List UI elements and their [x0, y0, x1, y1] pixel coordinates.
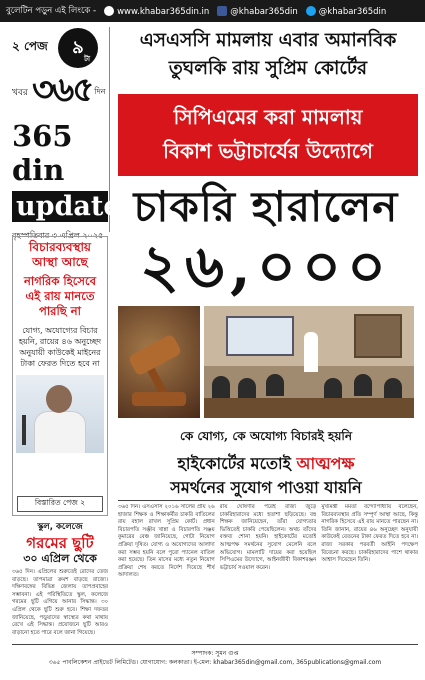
footer-editor: সম্পাদক: সুমন গুপ্ত [191, 650, 239, 657]
main-headline-number: ২৬,০০০ [140, 232, 392, 302]
school-story [12, 520, 108, 655]
sidebar-subtitle: নাগরিক হিসেবে এই রায় মানতে পারছি না [24, 274, 96, 318]
details-link[interactable]: বিস্তারিত পেজ ২ [17, 496, 103, 512]
top-bar [0, 0, 425, 22]
website-link[interactable]: www.khabar365din.in [104, 6, 209, 17]
sidebar-title: বিচারব্যবস্থায় আস্থা আছে [29, 240, 91, 269]
news-count-badge: ৯ টা [58, 28, 98, 68]
article-column: মুখ্যমন্ত্রী মমতা বন্দ্যোপাধ্যায় বলেছেন, বিচারব্যবস্থার প্রতি সম্পূর্ণ আস্থা আছে, কিন্তু নাগরিক হিসেবে এই রায় মানতে পারছেন না। তিনি জানান, রায়ের ৪৬ অনুচ্ছেদ অনুযায়ী কাউকেই বেতনের টাকা ফেরত দিতে হবে না। রাজ্য সরকার পরবর্তী আইনি পদক্ষেপ বিবেচনা করছে। চাকরিহারাদের পাশে থাকার আশ্বাস দিয়েছেন তিনি। [321, 504, 419, 564]
logo-365: ৩৬৫ [32, 69, 93, 110]
top-headline: এসএসসি মামলায় এবার অমানবিক তুঘলকি রায় সুপ্রিম কোর্টের [139, 30, 397, 79]
divider [118, 500, 418, 501]
red-headline: সিপিএমের করা মামলায় বিকাশ ভট্টাচার্যের উদ্যোগে [118, 94, 418, 176]
article-columns [118, 504, 418, 642]
khabar-label: খবর [12, 87, 28, 98]
sidebar-quote: যোগ্য, অযোগ্যের বিচার হয়নি, রায়ের ৪৬ অনুচ্ছেদ অনুযায়ী কাউকেই মাইনের টাকা ফেরত দিতে হবে না [18, 326, 102, 368]
page-count-label: ২ পেজ [12, 39, 48, 53]
sidebar-story [12, 236, 108, 516]
article-column: ৩৬৫ দিন। এসএসসি ২০১৬ সালের প্রায় ২৬ হাজার শিক্ষক ও শিক্ষাকর্মীর চাকরি বাতিলের রায় বহাল রাখল সুপ্রিম কোর্ট। প্রধান বিচারপতি সঞ্জীব খান্না ও বিচারপতি সঞ্জয় কুমারের বেঞ্চ জানিয়েছে, গোটা নিয়োগ প্রক্রিয়া দূষিত। যোগ্য ও অযোগ্যদের আলাদা করা সম্ভব হয়নি বলে পুরো প্যানেল বাতিল করা হয়েছে। তিন মাসের মধ্যে নতুন নিয়োগ প্রক্রিয়া শেষ করতে নির্দেশ দিয়েছে শীর্ষ আদালত। [118, 504, 215, 579]
twitter-icon [306, 6, 316, 16]
footer [12, 644, 418, 672]
globe-icon [104, 6, 114, 16]
sub-headline: হাইকোর্টের মতোই আত্মপক্ষ সমর্থনের সুযোগ পাওয়া যায়নি [170, 454, 362, 497]
classroom-image [204, 306, 414, 418]
facebook-link[interactable]: @khabar365din [217, 6, 298, 17]
footer-address: ৩৬৫ পাবলিকেশন প্রাইভেট লিমিটেড। যোগাযোগ: কলকাতা। ই-মেল: khabar365din@gmail.com, 365publications@gmail.com [48, 659, 382, 666]
school-kicker: স্কুল, কলেজে [37, 522, 83, 532]
twitter-link[interactable]: @khabar365din [306, 6, 387, 17]
din-label: দিন [94, 86, 106, 96]
speaker-photo [16, 375, 104, 453]
school-subtitle: ৩০ এপ্রিল থেকে [23, 552, 97, 565]
facebook-icon [217, 6, 227, 16]
main-headline: চাকরি হারালেন [133, 182, 399, 231]
school-title: গরমের ছুটি [26, 534, 94, 552]
issue-date: বৃহস্পতিবার ৩ এপ্রিল ২০২৫ [12, 231, 104, 240]
masthead [12, 27, 121, 240]
article-column: রায় ঘোষণার পরেই রাজ্য জুড়ে চাকরিহারাদের মধ্যে হতাশা ছড়িয়েছে। বহু শিক্ষক জানিয়েছেন, তাঁরা যোগ্যতার ভিত্তিতেই চাকরি পেয়েছিলেন। অথচ তাঁদের বক্তব্য শোনা হয়নি। হাইকোর্টের মতোই আত্মপক্ষ সমর্থনের সুযোগ মেলেনি বলে অভিযোগ। মামলাটি দায়ের করা হয়েছিল সিপিএমের উদ্যোগে, আইনজীবী বিকাশরঞ্জন ভট্টাচার্য সওয়াল করেন। [219, 504, 317, 571]
image-caption: কে যোগ্য, কে অযোগ্য বিচারই হয়নি [179, 429, 353, 443]
brand-name: 365 din [12, 119, 73, 187]
update-label: update [12, 191, 108, 222]
school-body: ৩৬৫ দিন। এপ্রিলের শুরুতেই রোদের তেজ বাড়ছে। তাপমাত্রা ক্রমশ বাড়ছে রাজ্যে। দক্ষিণবঙ্গের বিভিন্ন জেলায় তাপপ্রবাহের সম্ভাবনা। এই পরিস্থিতিতে স্কুল, কলেজে গরমের ছুটি এগিয়ে আনার সিদ্ধান্ত। ৩০ এপ্রিল থেকে ছুটি শুরু হবে। শিক্ষা দফতর জানিয়েছে, পড়ুয়াদের স্বাস্থ্যের কথা মাথায় রেখে এই সিদ্ধান্ত। প্রয়োজনে ছুটি আরও বাড়ানো হতে পারে বলে জানা গিয়েছে। [12, 569, 108, 636]
gavel-image [118, 306, 200, 418]
read-bulletin-text: বুলেটিন পড়ুন এই লিংকে - [6, 6, 97, 16]
